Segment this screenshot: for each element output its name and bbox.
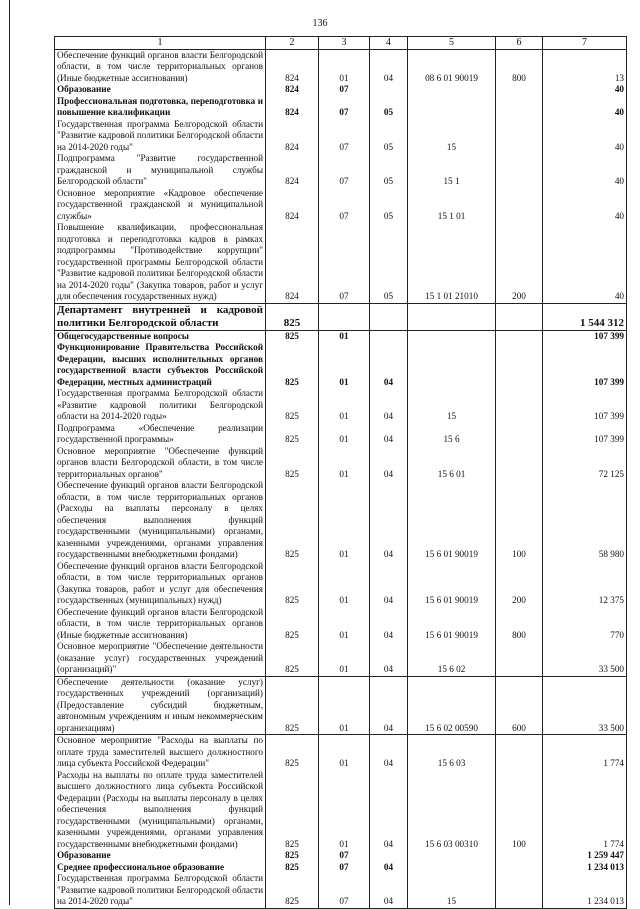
cell-amount: 1 544 312 (543, 303, 627, 330)
cell-expense-type (496, 641, 543, 676)
cell-amount: 107 399 (543, 423, 627, 446)
row-name: Образование (55, 84, 266, 96)
cell-subsection: 05 (370, 188, 408, 223)
cell-ministry: 825 (266, 303, 319, 330)
cell-expense-type (496, 96, 543, 119)
row-name: Государственная программа Белгородской области "Развитие кадровой политики Белгородской области на 2014-2020 годы" (55, 873, 266, 908)
row-name: Образование (55, 850, 266, 862)
cell-ministry: 825 (266, 388, 319, 423)
cell-target-article (408, 330, 496, 342)
cell-amount: 40 (543, 84, 627, 96)
cell-ministry: 825 (266, 862, 319, 874)
row-name: Государственная программа Белгородской области «Развитие кадровой политики Белгородской области на 2014-2020 годы» (55, 388, 266, 423)
cell-subsection: 04 (370, 641, 408, 676)
cell-subsection (370, 330, 408, 342)
cell-target-article: 08 6 01 90019 (408, 49, 496, 84)
cell-amount: 40 (543, 222, 627, 303)
cell-ministry: 825 (266, 607, 319, 642)
col-header-2: 2 (266, 37, 319, 50)
row-name: Основное мероприятие "Расходы на выплаты по оплате труда заместителей высшего должностного лица субъекта Российской Федерации" (55, 735, 266, 770)
cell-ministry: 825 (266, 770, 319, 851)
col-header-1: 1 (55, 37, 266, 50)
table-row (55, 49, 627, 84)
row-name: Обеспечение деятельности (оказание услуг) государственных учреждений (организаций) (Предоставление субсидий бюджетным, автономным учреждениям и иным некоммерческим организациям) (55, 676, 266, 735)
cell-subsection: 04 (370, 676, 408, 735)
cell-expense-type (496, 388, 543, 423)
cell-section: 01 (319, 342, 370, 388)
cell-target-article: 15 (408, 873, 496, 908)
cell-target-article: 15 (408, 119, 496, 154)
cell-expense-type (496, 188, 543, 223)
table-row (55, 423, 627, 446)
cell-target-article: 15 6 02 00590 (408, 676, 496, 735)
cell-expense-type (496, 735, 543, 770)
cell-subsection (370, 303, 408, 330)
cell-amount: 13 (543, 49, 627, 84)
row-name: Обеспечение функций органов власти Белгородской области, в том числе территориальных органов (Закупка товаров, работ и услуг для обеспечения государственных (муниципальных) нужд) (55, 561, 266, 607)
row-name: Общегосударственные вопросы (55, 330, 266, 342)
table-row (55, 84, 627, 96)
cell-target-article: 15 1 01 21010 (408, 222, 496, 303)
table-row (55, 446, 627, 481)
cell-section: 01 (319, 735, 370, 770)
row-name: Основное мероприятие «Кадровое обеспечение государственной гражданской и муниципальной службы» (55, 188, 266, 223)
table-row (55, 676, 627, 735)
cell-section: 07 (319, 873, 370, 908)
cell-section (319, 303, 370, 330)
row-name: Основное мероприятие "Обеспечение деятельности (оказание услуг) государственных учреждений (организаций)" (55, 641, 266, 676)
table-row (55, 607, 627, 642)
cell-ministry: 824 (266, 84, 319, 96)
cell-amount: 770 (543, 607, 627, 642)
table-row (55, 342, 627, 388)
row-name: Обеспечение функций органов власти Белгородской области, в том числе территориальных органов (Иные бюджетные ассигнования) (55, 49, 266, 84)
table-row (55, 641, 627, 676)
cell-section: 01 (319, 480, 370, 561)
cell-target-article: 15 1 01 (408, 188, 496, 223)
cell-amount: 40 (543, 119, 627, 154)
binding-margin-line (9, 0, 10, 905)
cell-target-article: 15 6 02 (408, 641, 496, 676)
cell-subsection: 05 (370, 96, 408, 119)
cell-expense-type (496, 873, 543, 908)
cell-ministry: 825 (266, 342, 319, 388)
table-row (55, 96, 627, 119)
row-name: Обеспечение функций органов власти Белгородской области, в том числе территориальных органов (Расходы на выплаты персоналу в целях обеспечения выполнения функций государственными (муниципальными) органами, казенными учреждениями, органами управления государственными внебюджетными фондами) (55, 480, 266, 561)
cell-ministry: 824 (266, 119, 319, 154)
cell-target-article (408, 84, 496, 96)
table-row (55, 153, 627, 188)
cell-section: 01 (319, 388, 370, 423)
cell-amount: 40 (543, 153, 627, 188)
cell-amount: 33 500 (543, 676, 627, 735)
table-row (55, 480, 627, 561)
cell-expense-type: 100 (496, 770, 543, 851)
row-name: Обеспечение функций органов власти Белгородской области, в том числе территориальных органов (Иные бюджетные ассигнования) (55, 607, 266, 642)
cell-ministry: 824 (266, 49, 319, 84)
cell-ministry: 825 (266, 873, 319, 908)
table-header-row (55, 37, 627, 50)
cell-section: 07 (319, 119, 370, 154)
cell-expense-type (496, 342, 543, 388)
cell-target-article: 15 6 01 90019 (408, 480, 496, 561)
cell-section: 01 (319, 607, 370, 642)
cell-target-article: 15 1 (408, 153, 496, 188)
cell-expense-type: 200 (496, 222, 543, 303)
cell-ministry: 825 (266, 735, 319, 770)
row-name: Подпрограмма "Развитие государственной гражданской и муниципальной службы Белгородской области" (55, 153, 266, 188)
cell-amount: 1 234 013 (543, 873, 627, 908)
cell-target-article (408, 303, 496, 330)
cell-section: 07 (319, 222, 370, 303)
cell-subsection (370, 850, 408, 862)
table-row (55, 735, 627, 770)
cell-section: 07 (319, 84, 370, 96)
cell-ministry: 825 (266, 850, 319, 862)
table-row-department (55, 303, 627, 330)
cell-target-article (408, 342, 496, 388)
cell-amount: 1 774 (543, 735, 627, 770)
cell-section: 01 (319, 770, 370, 851)
cell-section: 01 (319, 676, 370, 735)
cell-subsection: 04 (370, 561, 408, 607)
cell-section: 01 (319, 561, 370, 607)
cell-amount: 40 (543, 188, 627, 223)
cell-expense-type (496, 153, 543, 188)
cell-target-article (408, 862, 496, 874)
budget-table (54, 36, 627, 909)
cell-expense-type (496, 303, 543, 330)
table-row (55, 850, 627, 862)
cell-section: 07 (319, 188, 370, 223)
cell-section: 07 (319, 153, 370, 188)
col-header-3: 3 (319, 37, 370, 50)
cell-subsection: 04 (370, 446, 408, 481)
cell-target-article (408, 96, 496, 119)
cell-target-article (408, 850, 496, 862)
cell-amount: 107 399 (543, 330, 627, 342)
cell-section: 07 (319, 850, 370, 862)
table-row (55, 388, 627, 423)
row-name: Среднее профессиональное образование (55, 862, 266, 874)
table-row (55, 561, 627, 607)
cell-subsection: 04 (370, 607, 408, 642)
cell-amount: 1 259 447 (543, 850, 627, 862)
cell-expense-type (496, 84, 543, 96)
table-row (55, 222, 627, 303)
table-row (55, 330, 627, 342)
table-row (55, 119, 627, 154)
cell-amount: 58 980 (543, 480, 627, 561)
cell-expense-type (496, 119, 543, 154)
row-name: Повышение квалификации, профессиональная подготовка и переподготовка кадров в рамках подпрограммы "Противодействие коррупции" государственной программы Белгородской области "Развитие кадровой политики Белгородской области на 2014-2020 годы" (Закупка товаров, работ и услуг для обеспечения государственных нужд) (55, 222, 266, 303)
cell-target-article: 15 (408, 388, 496, 423)
cell-subsection: 04 (370, 873, 408, 908)
row-name: Расходы на выплаты по оплате труда заместителей высшего должностного лица субъекта Российской Федерации (Расходы на выплаты персоналу в целях обеспечения выполнения функций государственными (муниципальными) органами, казенными учреждениями, органами управления государственными внебюджетными фондами) (55, 770, 266, 851)
cell-section: 01 (319, 330, 370, 342)
cell-amount: 72 125 (543, 446, 627, 481)
table-row (55, 862, 627, 874)
cell-target-article: 15 6 (408, 423, 496, 446)
cell-subsection: 05 (370, 153, 408, 188)
cell-amount: 33 500 (543, 641, 627, 676)
cell-subsection: 04 (370, 862, 408, 874)
cell-amount: 40 (543, 96, 627, 119)
col-header-6: 6 (496, 37, 543, 50)
cell-ministry: 824 (266, 222, 319, 303)
table-row (55, 188, 627, 223)
cell-subsection: 04 (370, 388, 408, 423)
cell-ministry: 825 (266, 423, 319, 446)
page-number: 136 (312, 18, 328, 29)
row-name: Функционирование Правительства Российской Федерации, высших исполнительных органов государственной власти субъектов Российской Федерации, местных администраций (55, 342, 266, 388)
cell-expense-type (496, 446, 543, 481)
cell-expense-type: 600 (496, 676, 543, 735)
cell-expense-type (496, 330, 543, 342)
cell-expense-type: 200 (496, 561, 543, 607)
cell-ministry: 824 (266, 188, 319, 223)
cell-expense-type: 800 (496, 49, 543, 84)
cell-ministry: 825 (266, 641, 319, 676)
cell-subsection: 05 (370, 222, 408, 303)
row-name: Профессиональная подготовка, переподготовка и повышение квалификации (55, 96, 266, 119)
cell-subsection: 04 (370, 770, 408, 851)
cell-ministry: 825 (266, 330, 319, 342)
cell-subsection: 04 (370, 423, 408, 446)
cell-section: 07 (319, 862, 370, 874)
cell-amount: 12 375 (543, 561, 627, 607)
cell-amount: 1 774 (543, 770, 627, 851)
col-header-7: 7 (543, 37, 627, 50)
cell-subsection: 04 (370, 735, 408, 770)
cell-expense-type (496, 423, 543, 446)
cell-target-article: 15 6 03 00310 (408, 770, 496, 851)
col-header-5: 5 (408, 37, 496, 50)
cell-section: 01 (319, 49, 370, 84)
cell-subsection: 04 (370, 480, 408, 561)
cell-ministry: 825 (266, 446, 319, 481)
cell-target-article: 15 6 01 (408, 446, 496, 481)
cell-expense-type (496, 850, 543, 862)
cell-section: 07 (319, 96, 370, 119)
cell-ministry: 824 (266, 96, 319, 119)
cell-section: 01 (319, 446, 370, 481)
row-name: Подпрограмма «Обеспечение реализации государственной программы» (55, 423, 266, 446)
cell-subsection: 04 (370, 342, 408, 388)
cell-amount: 107 399 (543, 388, 627, 423)
cell-amount: 1 234 013 (543, 862, 627, 874)
cell-ministry: 825 (266, 480, 319, 561)
cell-target-article: 15 6 03 (408, 735, 496, 770)
cell-subsection: 05 (370, 119, 408, 154)
cell-expense-type: 800 (496, 607, 543, 642)
cell-amount: 107 399 (543, 342, 627, 388)
table-row (55, 873, 627, 908)
col-header-4: 4 (370, 37, 408, 50)
cell-ministry: 824 (266, 153, 319, 188)
cell-target-article: 15 6 01 90019 (408, 607, 496, 642)
table-row (55, 770, 627, 851)
cell-section: 01 (319, 423, 370, 446)
cell-ministry: 825 (266, 561, 319, 607)
cell-ministry: 825 (266, 676, 319, 735)
cell-expense-type (496, 862, 543, 874)
row-name: Департамент внутренней и кадровой политики Белгородской области (55, 303, 266, 330)
cell-section: 01 (319, 641, 370, 676)
cell-subsection: 04 (370, 49, 408, 84)
row-name: Основное мероприятие "Обеспечение функций органов власти Белгородской области, в том числе территориальных органов" (55, 446, 266, 481)
row-name: Государственная программа Белгородской области "Развитие кадровой политики Белгородской области на 2014-2020 годы" (55, 119, 266, 154)
cell-expense-type: 100 (496, 480, 543, 561)
cell-target-article: 15 6 01 90019 (408, 561, 496, 607)
cell-subsection (370, 84, 408, 96)
